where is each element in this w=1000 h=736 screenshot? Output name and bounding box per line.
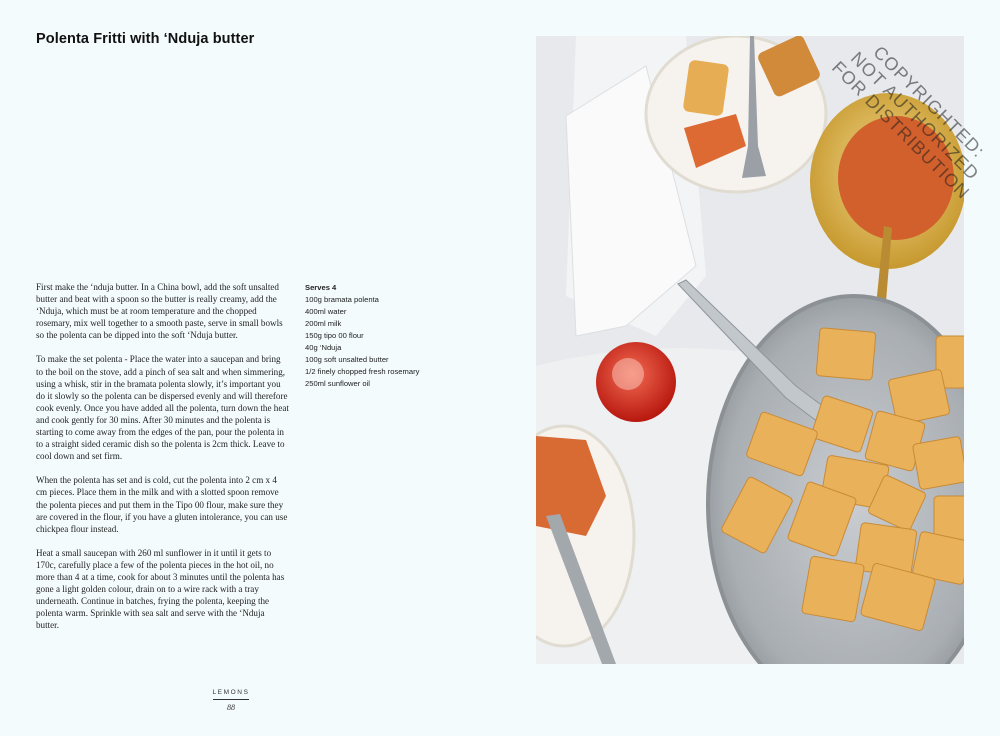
ice-cube (612, 358, 644, 390)
method-paragraph: To make the set polenta - Place the water into a saucepan and bring to the boil on the stove, add a pinch of sea salt and when simmering, using a whisk, stir in the bramata polenta slowly, it’s important you do it slowly so the polenta can be dispersed evenly and will therefore cook evenly. Once you have added all the polenta, turn down the heat and cook gently for 30 mins. After 30 minutes and the polenta is starting to come away from the edges of the pan, pour the polenta in to a straight sided ceramic dish so the polenta is 2cm thick. Leave to cool down and set firm. (36, 354, 289, 462)
footer-divider (213, 699, 249, 700)
page-number: 88 (227, 703, 235, 712)
method-paragraph: When the polenta has set and is cold, cut the polenta into 2 cm x 4 cm pieces. Place them in the milk and with a slotted spoon remove the polenta pieces and put them in the Tipo 00 flour, make sure they are covered in the flour, if you have a gluten intolerance, you can use chickpea flour instead. (36, 475, 288, 534)
recipe-title: Polenta Fritti with ‘Nduja butter (36, 31, 255, 47)
method-paragraph: First make the ‘nduja butter. In a China bowl, add the soft unsalted butter and beat with a spoon so the butter is really creamy, add the ‘Nduja, which must be at room temperature and the chopped rosemary, mix well together to a smooth paste, serve in small bowls so the polenta can be dipped into the soft ‘Nduja butter. (36, 282, 283, 341)
ingredient-list (305, 294, 425, 390)
ingredient-item: 150g tipo 00 flour (305, 331, 364, 340)
ingredient-item: 1/2 finely chopped fresh rosemary (305, 367, 420, 376)
ingredients-column (305, 282, 425, 390)
page-footer (196, 689, 266, 712)
copyright-watermark: COPYRIGHTED: NOT AUTHORIZED FOR DISTRIBUTION (828, 42, 989, 203)
ingredient-item: 200ml milk (305, 319, 342, 328)
serves-heading: Serves 4 (305, 283, 337, 292)
ingredient-item: 400ml water (305, 307, 347, 316)
ingredient-item: 100g bramata polenta (305, 295, 379, 304)
ingredient-item: 40g ‘Nduja (305, 343, 342, 352)
polenta-piece (801, 556, 864, 622)
ingredient-item: 250ml sunflower oil (305, 379, 370, 388)
polenta-piece (912, 436, 964, 490)
section-name: LEMONS (212, 689, 250, 696)
method-paragraph: Heat a small saucepan with 260 ml sunflower in it until it gets to 170c, carefully place a few of the polenta pieces in the hot oil, no more than 4 at a time, cook for about 3 minutes until the polenta has gone a light golden colour, drain on to a wire rack with a tray underneath. Continue in batches, frying the polenta, keeping the polenta warm. Sprinkle with sea salt and serve with the ‘Nduja butter. (36, 547, 285, 631)
ingredient-item: 100g soft unsalted butter (305, 355, 389, 364)
polenta-piece (934, 496, 964, 540)
method-column (36, 281, 289, 643)
polenta-piece (683, 59, 730, 116)
polenta-piece (816, 328, 876, 381)
